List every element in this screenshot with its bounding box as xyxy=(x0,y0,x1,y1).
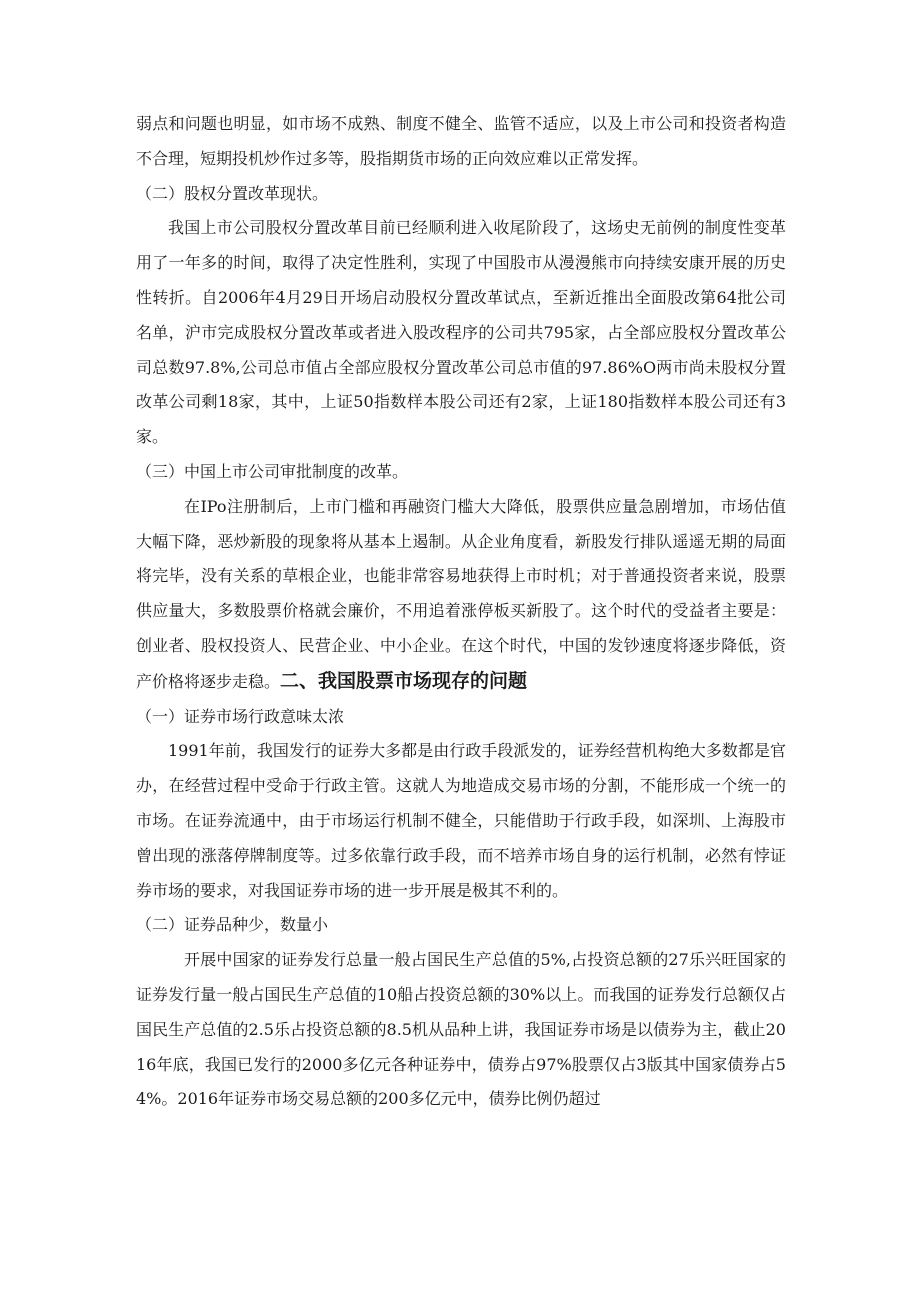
document-body xyxy=(136,107,786,1117)
paragraph-equity-reform: 我国上市公司股权分置改革目前已经顺利进入收尾阶段了，这场史无前例的制度性变革用了一年多的时间，取得了决定性胜利，实现了中国股市从漫漫熊市向持续安康开展的历史性转折。自2006年4月29日开场启动股权分置改革试点，至新近推出全面股改第64批公司名单，沪市完成股权分置改革或者进入股改程序的公司共795家，占全部应股权分置改革公司总数97.8%,公司总市值占全部应股权分置改革公司总市值的97.86%O两市尚未股权分置改革公司剩18家，其中，上证50指数样本股公司还有2家，上证180指数样本股公司还有3家。 xyxy=(136,218,786,447)
paragraph-admin: 1991年前，我国发行的证券大多都是由行政手段派发的，证券经营机构绝大多数都是官办，在经营过程中受命于行政主管。这就人为地造成交易市场的分割，不能形成一个统一的市场。在证券流通中，由于市场运行机制不健全，只能借助于行政手段，如深圳、上海股市曾出现的涨落停牌制度等。过多依靠行政手段，而不培养市场自身的运行机制，必然有悖证券市场的要求，对我国证券市场的进一步开展是极其不利的。 xyxy=(136,741,786,900)
subheading-ipo-reform: （三）中国上市公司审批制度的改革。 xyxy=(136,461,409,481)
paragraph-ipo-text: 在IPo注册制后，上市门槛和再融资门槛大大降低，股票供应量急剧增加，市场估值大幅下降，恶炒新股的现象将从基本上遏制。从企业角度看，新股发行排队遥遥无期的局面将完毕，没有关系的草根企业，也能非常容易地获得上市时机；对于普通投资者来说，股票供应量大，多数股票价格就会廉价，不用追着涨停板买新股了。这个时代的受益者主要是：创业者、股权投资人、民营企业、中小企业。在这个时代，中国的发钞速度将逐步降低，资产价格将逐步走稳。 xyxy=(136,496,786,691)
subheading-variety: （二）证券品种少，数量小 xyxy=(136,915,329,935)
section-title: 二、我国股票市场现存的问题 xyxy=(280,669,528,692)
paragraph-ipo-reform xyxy=(136,490,786,700)
subheading-admin: （一）证券市场行政意味太浓 xyxy=(136,706,345,726)
paragraph-continuation: 弱点和问题也明显，如市场不成熟、制度不健全、监管不适应，以及上市公司和投资者构造不合理，短期投机炒作过多等，股指期货市场的正向效应难以正常发挥。 xyxy=(136,114,786,168)
subheading-equity-reform: （二）股权分置改革现状。 xyxy=(136,183,329,203)
paragraph-variety: 开展中国家的证券发行总量一般占国民生产总值的5%,占投资总额的27乐兴旺国家的证券发行量一般占国民生产总值的10船占投资总额的30%以上。而我国的证券发行总额仅占国民生产总值的2.5乐占投资总额的8.5机从品种上讲，我国证券市场是以债券为主，截止2016年底，我国已发行的2000多亿元各种证券中，债券占97%股票仅占3版其中国家债券占54%。2016年证券市场交易总额的200多亿元中，债券比例仍超过 xyxy=(136,950,786,1109)
